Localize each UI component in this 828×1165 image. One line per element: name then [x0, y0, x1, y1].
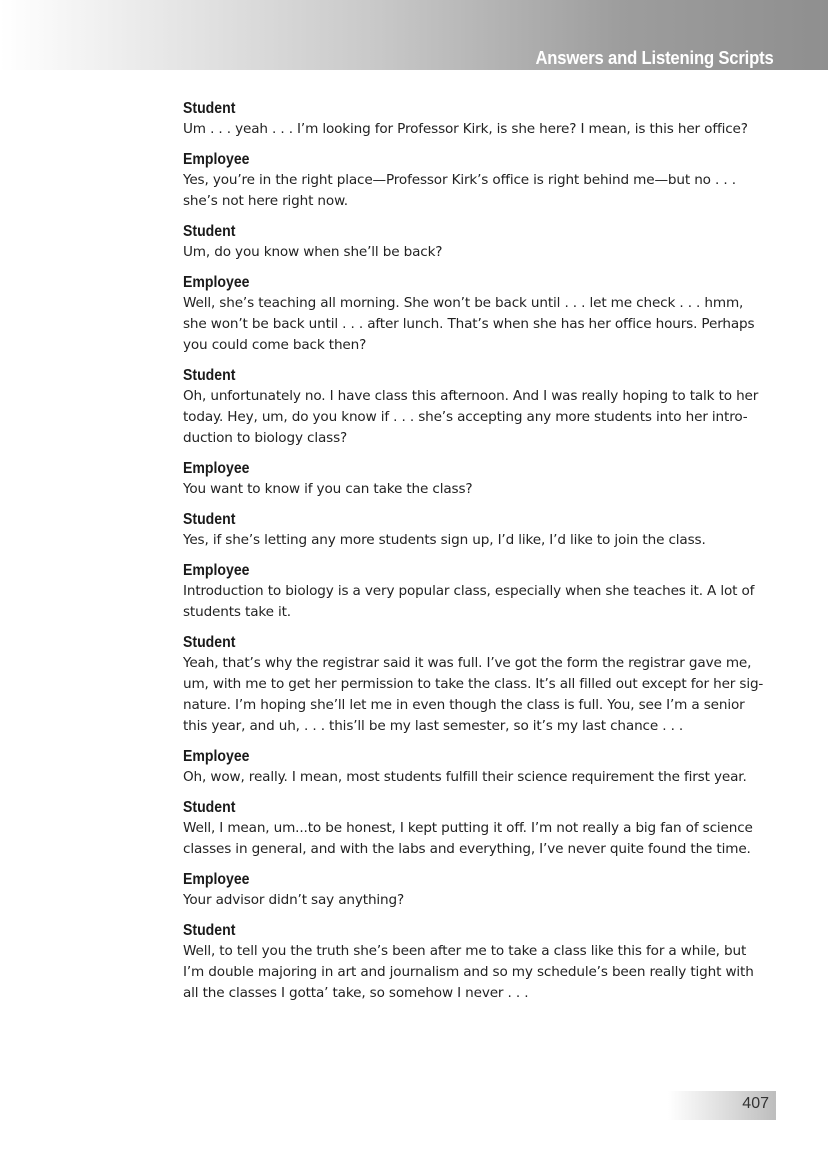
- dialogue-line: Your advisor didn’t say anything?: [183, 892, 405, 908]
- dialogue-line: Oh, unfortunately no. I have class this afternoon. And I was really hoping to talk to her: [183, 388, 759, 404]
- dialogue-line: students take it.: [183, 604, 291, 620]
- dialogue-entry: [183, 149, 778, 212]
- dialogue-line: um, with me to get her permission to take the class. It’s all filled out except for her sig-: [183, 676, 764, 692]
- dialogue-entry: [183, 458, 778, 500]
- speaker-label: Student: [183, 100, 236, 117]
- dialogue-line: Oh, wow, really. I mean, most students fulfill their science requirement the first year.: [183, 769, 747, 785]
- listening-script: [183, 98, 778, 1013]
- speaker-label: Student: [183, 367, 236, 384]
- speaker-label: Employee: [183, 562, 250, 579]
- dialogue-entry: [183, 920, 778, 1004]
- dialogue-line: Yeah, that’s why the registrar said it was full. I’ve got the form the registrar gave me,: [183, 655, 752, 671]
- speaker-label: Student: [183, 634, 236, 651]
- dialogue-line: she won’t be back until . . . after lunch. That’s when she has her office hours. Perhaps: [183, 316, 755, 332]
- dialogue-entry: [183, 365, 778, 449]
- dialogue-line: Well, I mean, um...to be honest, I kept putting it off. I’m not really a big fan of science: [183, 820, 753, 836]
- dialogue-entry: [183, 869, 778, 911]
- speaker-label: Student: [183, 922, 236, 939]
- dialogue-line: You want to know if you can take the class?: [183, 481, 473, 497]
- page-number: 407: [742, 1095, 769, 1112]
- header-band: [0, 0, 828, 70]
- speaker-label: Employee: [183, 151, 250, 168]
- section-title: Answers and Listening Scripts: [535, 47, 774, 68]
- dialogue-entry: [183, 98, 778, 140]
- speaker-label: Student: [183, 799, 236, 816]
- dialogue-entry: [183, 560, 778, 623]
- dialogue-line: Well, to tell you the truth she’s been after me to take a class like this for a while, but: [183, 943, 747, 959]
- dialogue-line: Um . . . yeah . . . I’m looking for Professor Kirk, is she here? I mean, is this her office?: [183, 121, 748, 137]
- dialogue-entry: [183, 797, 778, 860]
- dialogue-entry: [183, 509, 778, 551]
- dialogue-line: Yes, if she’s letting any more students sign up, I’d like, I’d like to join the class.: [183, 532, 706, 548]
- dialogue-line: Yes, you’re in the right place—Professor Kirk’s office is right behind me—but no . . .: [183, 172, 736, 188]
- speaker-label: Employee: [183, 871, 250, 888]
- dialogue-entry: [183, 221, 778, 263]
- dialogue-line: duction to biology class?: [183, 430, 348, 446]
- dialogue-line: Well, she’s teaching all morning. She won’t be back until . . . let me check . . . hmm,: [183, 295, 744, 311]
- dialogue-line: I’m double majoring in art and journalism and so my schedule’s been really tight with: [183, 964, 754, 980]
- dialogue-line: you could come back then?: [183, 337, 367, 353]
- dialogue-entry: [183, 632, 778, 737]
- speaker-label: Employee: [183, 748, 250, 765]
- dialogue-line: Introduction to biology is a very popular class, especially when she teaches it. A lot of: [183, 583, 755, 599]
- dialogue-entry: [183, 746, 778, 788]
- speaker-label: Student: [183, 511, 236, 528]
- speaker-label: Student: [183, 223, 236, 240]
- dialogue-line: classes in general, and with the labs and everything, I’ve never quite found the time.: [183, 841, 751, 857]
- dialogue-line: nature. I’m hoping she’ll let me in even though the class is full. You, see I’m a senior: [183, 697, 745, 713]
- dialogue-entry: [183, 272, 778, 356]
- dialogue-line: all the classes I gotta’ take, so somehow I never . . .: [183, 985, 529, 1001]
- dialogue-line: today. Hey, um, do you know if . . . she’s accepting any more students into her intro-: [183, 409, 748, 425]
- speaker-label: Employee: [183, 460, 250, 477]
- page-number-tab: [668, 1091, 776, 1120]
- dialogue-line: this year, and uh, . . . this’ll be my last semester, so it’s my last chance . . .: [183, 718, 684, 734]
- dialogue-line: Um, do you know when she’ll be back?: [183, 244, 443, 260]
- speaker-label: Employee: [183, 274, 250, 291]
- dialogue-line: she’s not here right now.: [183, 193, 348, 209]
